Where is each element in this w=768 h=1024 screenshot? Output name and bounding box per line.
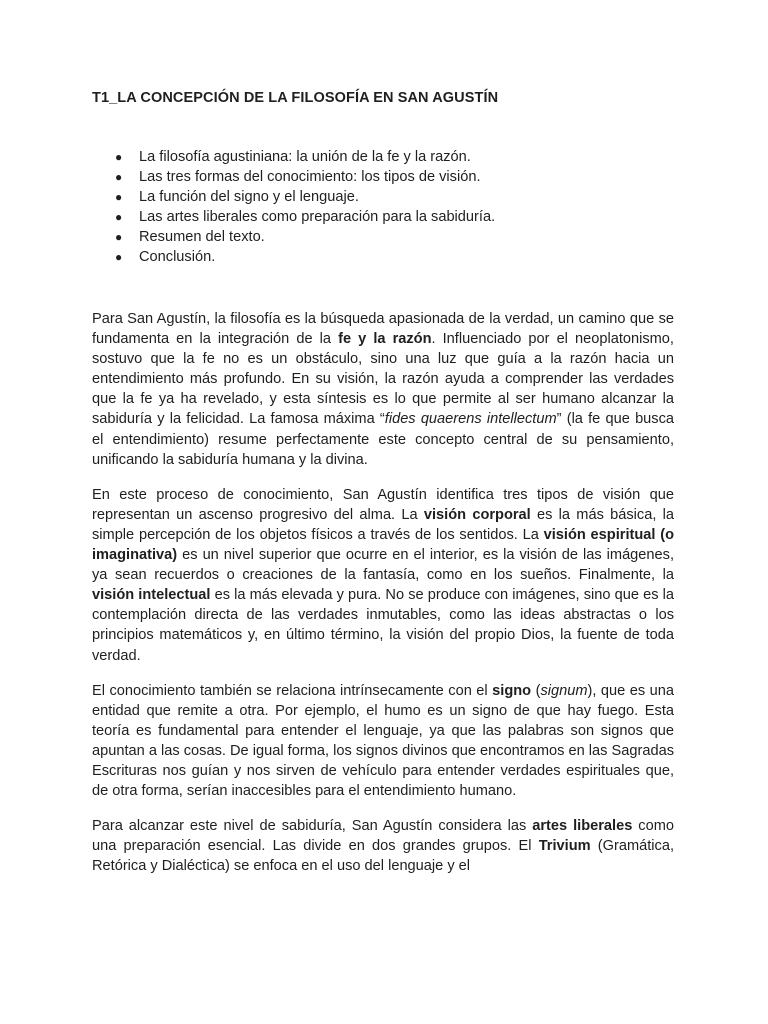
outline-item-text: Resumen del texto. (139, 229, 265, 245)
bullet-icon: ● (115, 210, 123, 224)
text-run: Para alcanzar este nivel de sabiduría, San Agustín considera las (92, 818, 533, 835)
paragraph (92, 485, 674, 666)
text-run: como una preparación esencial. Las divide en dos grandes grupos. El (92, 818, 674, 855)
bold-text: visión espiritual (o imaginativa) (92, 526, 674, 564)
text-run: es la más básica, la simple percepción de los objetos físicos a través de los sentidos. La (92, 506, 674, 543)
outline-list (92, 147, 674, 267)
bullet-icon: ● (115, 250, 123, 264)
text-run: es la más elevada y pura. No se produce con imágenes, sino que es la contemplación directa de las verdades inmutables, como las ideas abstractas o los principios matemáticos y, en último término, la visión del propio Dios, la fuente de toda verdad. (92, 587, 675, 664)
text-run: ), que es una entidad que remite a otra. Por ejemplo, el humo es un signo de que hay fuego. Esta teoría es fundamental para entender el lenguaje, ya que las palabras son signos que apuntan a las cosas. De igual forma, los signos divinos que encontramos en las Sagradas Escrituras nos guían y nos sirven de vehículo para entender verdades espirituales que, de otra forma, serían inaccesibles para el entendimiento humano. (92, 682, 674, 800)
list-item (92, 167, 674, 187)
text-run: (Gramática, Retórica y Dialéctica) se enfoca en el uso del lenguaje y el (92, 838, 675, 875)
bold-text: visión corporal (423, 506, 531, 523)
text-run: . Influenciado por el neoplatonismo, sostuvo que la fe no es un obstáculo, sino una luz que guía a la razón hacia un entendimiento más profundo. En su visión, la razón ayuda a comprender las verdades que la fe ya ha revelado, y esta síntesis es lo que permite al ser humano alcanzar la sabiduría y la felicidad. La famosa máxima “ (92, 331, 674, 428)
list-item (92, 227, 674, 247)
outline-item-text: Las tres formas del conocimiento: los tipos de visión. (139, 169, 481, 185)
document-title: T1_LA CONCEPCIÓN DE LA FILOSOFÍA EN SAN AGUSTÍN (92, 90, 499, 106)
text-run: El conocimiento también se relaciona intrínsecamente con el (92, 682, 493, 699)
bold-text: signo (492, 682, 532, 699)
bullet-icon: ● (115, 150, 123, 164)
outline-item-text: Conclusión. (139, 249, 216, 265)
outline-item-text: La filosofía agustiniana: la unión de la fe y la razón. (139, 149, 471, 165)
paragraph (92, 681, 674, 802)
bold-text: Trivium (538, 838, 591, 855)
bold-text: artes liberales (532, 818, 633, 835)
text-run: ” (la fe que busca el entendimiento) resume perfectamente este concepto central de su pensamiento, unificando la sabiduría humana y la divina. (92, 411, 675, 468)
document-body (92, 309, 674, 876)
text-run: ( (531, 682, 541, 699)
text-run: Para San Agustín, la filosofía es la búsqueda apasionada de la verdad, un camino que se fundamenta en la integración de la (92, 311, 674, 348)
list-item (92, 187, 674, 207)
bold-text: visión intelectual (92, 587, 211, 604)
text-run: En este proceso de conocimiento, San Agustín identifica tres tipos de visión que representan un ascenso progresivo del alma. La (92, 486, 674, 523)
bold-text: fe y la razón (338, 331, 432, 348)
italic-text: signum (540, 682, 588, 699)
text-run: es un nivel superior que ocurre en el interior, es la visión de las imágenes, ya sean recuerdos o creaciones de la fantasía, como en los sueños. Finalmente, la (92, 547, 674, 584)
paragraph (92, 309, 674, 470)
outline-item-text: La función del signo y el lenguaje. (139, 189, 359, 205)
list-item (92, 207, 674, 227)
list-item (92, 247, 674, 267)
list-item (92, 147, 674, 167)
bullet-icon: ● (115, 230, 123, 244)
bullet-icon: ● (115, 190, 123, 204)
bullet-icon: ● (115, 170, 123, 184)
paragraph (92, 816, 674, 876)
italic-text: fides quaerens intellectum (384, 411, 557, 428)
outline-item-text: Las artes liberales como preparación para la sabiduría. (139, 209, 496, 225)
